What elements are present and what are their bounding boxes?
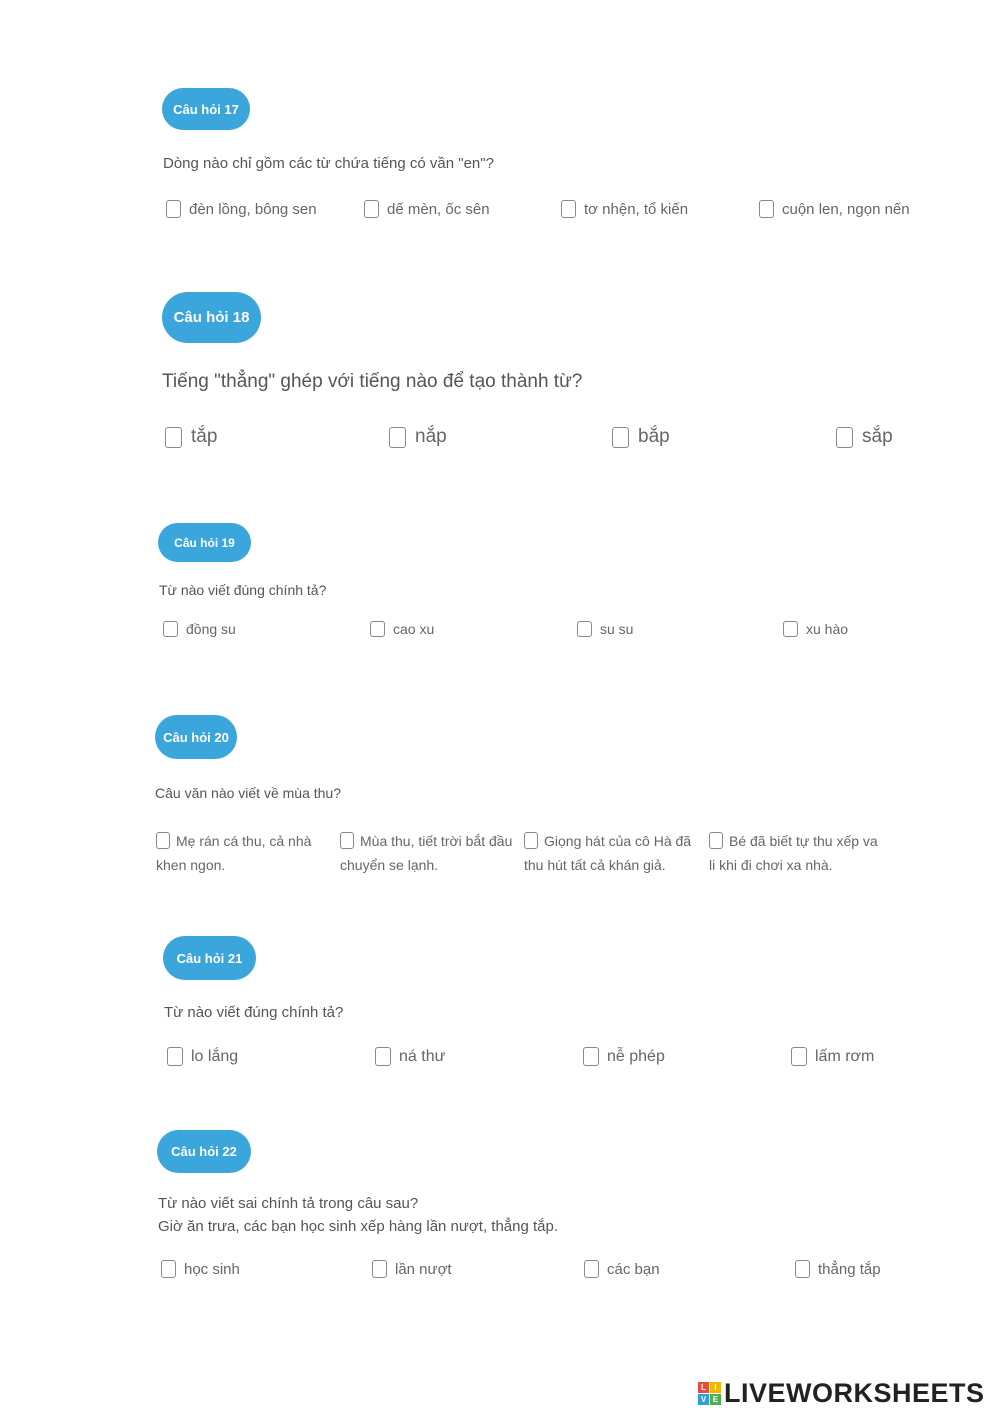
question-badge-18: Câu hỏi 18 bbox=[162, 292, 261, 343]
checkbox[interactable] bbox=[577, 621, 592, 637]
option-label: lấm rơm bbox=[815, 1047, 875, 1065]
question-text-18: Tiếng "thẳng" ghép với tiếng nào để tạo thành từ? bbox=[162, 371, 583, 392]
checkbox[interactable] bbox=[561, 200, 576, 218]
checkbox[interactable] bbox=[166, 200, 181, 218]
checkbox[interactable] bbox=[583, 1047, 599, 1066]
q22-option-4[interactable] bbox=[795, 1260, 881, 1278]
question-text-20: Câu văn nào viết về mùa thu? bbox=[155, 785, 342, 801]
question-text-19: Từ nào viết đúng chính tả? bbox=[159, 582, 327, 598]
question-text-21: Từ nào viết đúng chính tả? bbox=[164, 1004, 344, 1021]
liveworksheets-brand bbox=[698, 1378, 985, 1409]
checkbox[interactable] bbox=[340, 832, 354, 849]
question-badge-19: Câu hỏi 19 bbox=[158, 523, 251, 562]
q20-option-4[interactable] bbox=[709, 829, 887, 877]
checkbox[interactable] bbox=[375, 1047, 391, 1066]
q19-option-3[interactable] bbox=[577, 621, 633, 637]
option-label: nắp bbox=[415, 426, 447, 447]
option-label: nễ phép bbox=[607, 1047, 665, 1065]
option-label: tơ nhện, tổ kiến bbox=[584, 200, 689, 218]
checkbox[interactable] bbox=[795, 1260, 810, 1278]
q18-option-2[interactable] bbox=[389, 426, 447, 448]
question-text-17: Dòng nào chỉ gồm các từ chứa tiếng có vần "en"? bbox=[163, 155, 494, 172]
liveworksheets-logo-icon bbox=[698, 1382, 721, 1405]
option-label: đồng su bbox=[186, 621, 236, 637]
option-label: dế mèn, ốc sên bbox=[387, 200, 490, 218]
checkbox[interactable] bbox=[759, 200, 774, 218]
checkbox[interactable] bbox=[709, 832, 723, 849]
option-label: bắp bbox=[638, 426, 670, 447]
logo-cell-l: L bbox=[698, 1382, 709, 1393]
option-label: tắp bbox=[191, 426, 218, 447]
checkbox[interactable] bbox=[156, 832, 170, 849]
logo-cell-v: V bbox=[698, 1394, 709, 1405]
option-label: học sinh bbox=[184, 1260, 240, 1278]
q17-option-1[interactable] bbox=[166, 200, 317, 218]
logo-cell-e: E bbox=[710, 1394, 721, 1405]
checkbox[interactable] bbox=[612, 427, 629, 448]
q20-option-2[interactable] bbox=[340, 829, 518, 877]
q22-option-2[interactable] bbox=[372, 1260, 452, 1278]
option-label: thẳng tắp bbox=[818, 1260, 881, 1278]
brand-name: LIVEWORKSHEETS bbox=[724, 1378, 985, 1408]
checkbox[interactable] bbox=[370, 621, 385, 637]
q21-option-3[interactable] bbox=[583, 1047, 665, 1066]
q21-option-1[interactable] bbox=[167, 1047, 238, 1066]
option-label: sắp bbox=[862, 426, 893, 447]
option-label: các bạn bbox=[607, 1260, 660, 1278]
checkbox[interactable] bbox=[791, 1047, 807, 1066]
checkbox[interactable] bbox=[372, 1260, 387, 1278]
checkbox[interactable] bbox=[783, 621, 798, 637]
checkbox[interactable] bbox=[584, 1260, 599, 1278]
logo-cell-i: I bbox=[710, 1382, 721, 1393]
q18-option-4[interactable] bbox=[836, 426, 893, 448]
checkbox[interactable] bbox=[389, 427, 406, 448]
option-label: cao xu bbox=[393, 621, 435, 637]
option-label: xu hào bbox=[806, 621, 849, 637]
checkbox[interactable] bbox=[165, 427, 182, 448]
question-sentence-22: Giờ ăn trưa, các bạn học sinh xếp hàng lần nượt, thẳng tắp. bbox=[158, 1218, 558, 1235]
question-text-22: Từ nào viết sai chính tả trong câu sau? bbox=[158, 1195, 419, 1212]
q17-option-2[interactable] bbox=[364, 200, 490, 218]
option-label: lo lắng bbox=[191, 1047, 239, 1065]
option-label: ná thư bbox=[399, 1047, 446, 1065]
checkbox[interactable] bbox=[163, 621, 178, 637]
option-label: Giọng hát của cô Hà đã thu hút tất cả khán giả. bbox=[524, 833, 692, 873]
option-label: cuộn len, ngọn nến bbox=[782, 200, 910, 218]
q19-option-4[interactable] bbox=[783, 621, 848, 637]
option-label: Bé đã biết tự thu xếp va li khi đi chơi xa nhà. bbox=[709, 833, 878, 873]
q17-option-3[interactable] bbox=[561, 200, 688, 218]
question-badge-20: Câu hỏi 20 bbox=[155, 715, 237, 759]
question-badge-21: Câu hỏi 21 bbox=[163, 936, 256, 980]
q20-option-3[interactable] bbox=[524, 829, 702, 877]
checkbox[interactable] bbox=[364, 200, 379, 218]
q21-option-2[interactable] bbox=[375, 1047, 445, 1066]
q20-option-1[interactable] bbox=[156, 829, 334, 877]
q17-option-4[interactable] bbox=[759, 200, 910, 218]
q19-option-1[interactable] bbox=[163, 621, 236, 637]
checkbox[interactable] bbox=[524, 832, 538, 849]
q22-option-1[interactable] bbox=[161, 1260, 240, 1278]
q22-option-3[interactable] bbox=[584, 1260, 660, 1278]
q21-option-4[interactable] bbox=[791, 1047, 874, 1066]
option-label: su su bbox=[600, 621, 634, 637]
option-label: lần nượt bbox=[395, 1260, 452, 1278]
option-label: Mùa thu, tiết trời bắt đầu chuyển se lạnh. bbox=[340, 833, 513, 873]
q18-option-3[interactable] bbox=[612, 426, 670, 448]
checkbox[interactable] bbox=[836, 427, 853, 448]
question-badge-22: Câu hỏi 22 bbox=[157, 1130, 251, 1173]
question-badge-17: Câu hỏi 17 bbox=[162, 88, 250, 130]
option-label: đèn lồng, bông sen bbox=[189, 200, 317, 218]
q19-option-2[interactable] bbox=[370, 621, 434, 637]
option-label: Mẹ rán cá thu, cả nhà khen ngon. bbox=[156, 833, 312, 873]
q18-option-1[interactable] bbox=[165, 426, 217, 448]
checkbox[interactable] bbox=[161, 1260, 176, 1278]
checkbox[interactable] bbox=[167, 1047, 183, 1066]
